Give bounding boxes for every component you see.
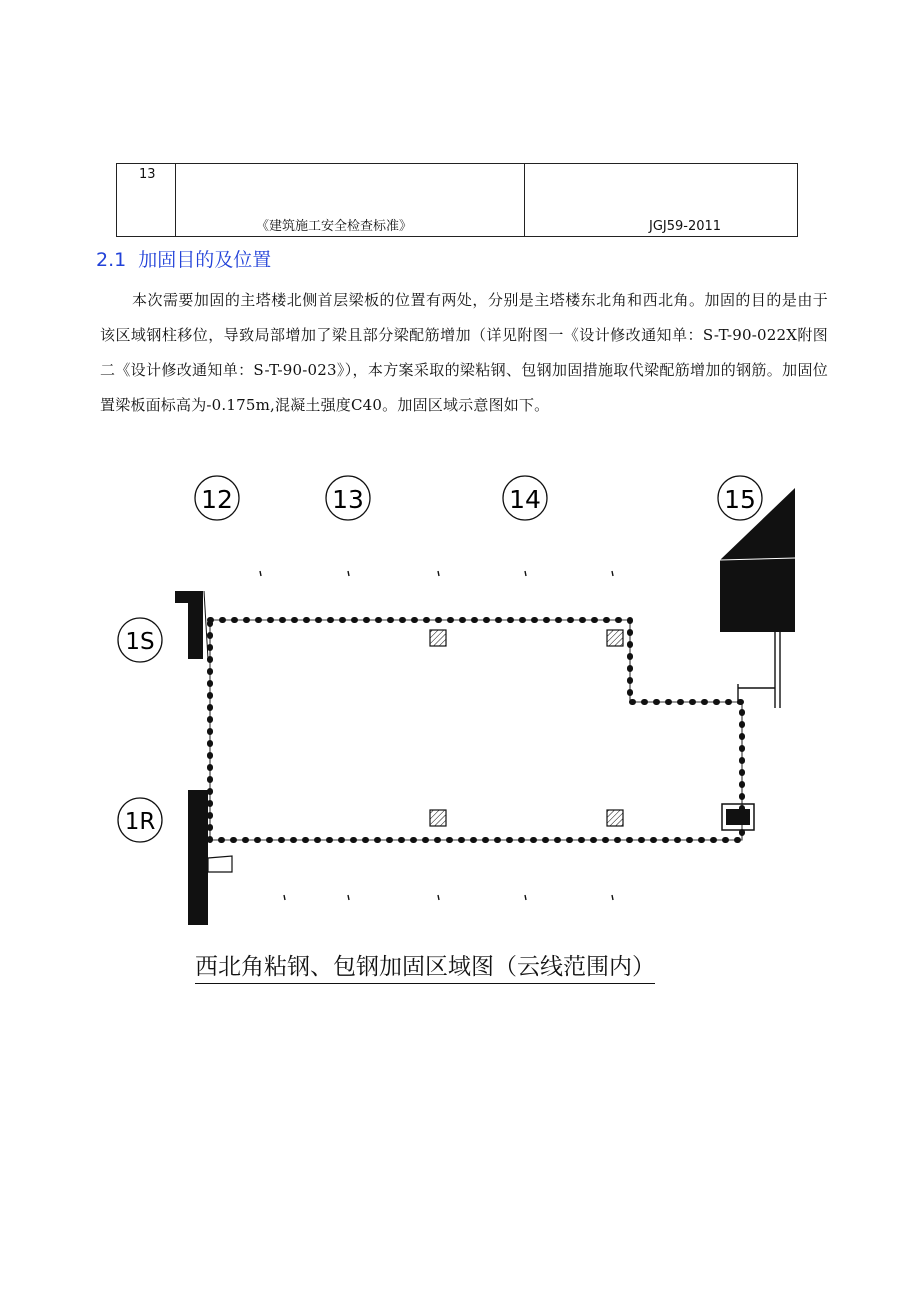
standard-name-cell (176, 164, 525, 237)
grid-axis-15 (718, 476, 762, 520)
body-paragraph: 本次需要加固的主塔楼北侧首层梁板的位置有两处，分别是主塔楼东北角和西北角。加固的目的是由于该区域钢柱移位，导致局部增加了梁且部分梁配筋增加（详见附图一《设计修改通知单：S-T-90-022X附图二《设计修改通知单：S-T-90-023》），本方案采取的梁粘钢、包钢加固措施取代梁配筋增加的钢筋。加固位置梁板面标高为-0.175m,混凝土强度C40。加固区域示意图如下。 (100, 291, 828, 414)
revision-cloud (210, 620, 742, 840)
grid-axis-1s (118, 618, 162, 662)
row-number: 13 (139, 167, 156, 182)
standard-name: 《建筑施工安全检查标准》 (256, 219, 413, 234)
grid-label-14: 14 (509, 485, 541, 514)
section-title: 加固目的及位置 (138, 249, 272, 271)
left-wall-upper (175, 591, 208, 659)
grid-axis-12 (195, 476, 239, 520)
hatched-columns (430, 630, 623, 826)
standard-code: JGJ59-2011 (649, 219, 722, 234)
figure-caption: 西北角粘钢、包钢加固区域图（云线范围内） (195, 948, 655, 984)
grid-axis-13 (326, 476, 370, 520)
grid-axis-1r (118, 798, 162, 842)
standard-code-cell (525, 164, 798, 237)
grid-label-1s: 1S (125, 629, 155, 655)
reinforcement-plan-drawing (100, 470, 800, 935)
grid-label-15: 15 (724, 485, 756, 514)
table-row (117, 164, 798, 237)
grid-axis-14 (503, 476, 547, 520)
section-heading (96, 245, 271, 272)
steel-column-solid (722, 804, 754, 830)
section-number: 2.1 (96, 249, 127, 271)
reference-table (116, 163, 798, 237)
grid-label-13: 13 (332, 485, 364, 514)
grid-label-1r: 1R (124, 809, 156, 835)
row-number-cell (117, 164, 176, 237)
grid-label-12: 12 (201, 485, 233, 514)
core-wall-block (720, 488, 795, 708)
